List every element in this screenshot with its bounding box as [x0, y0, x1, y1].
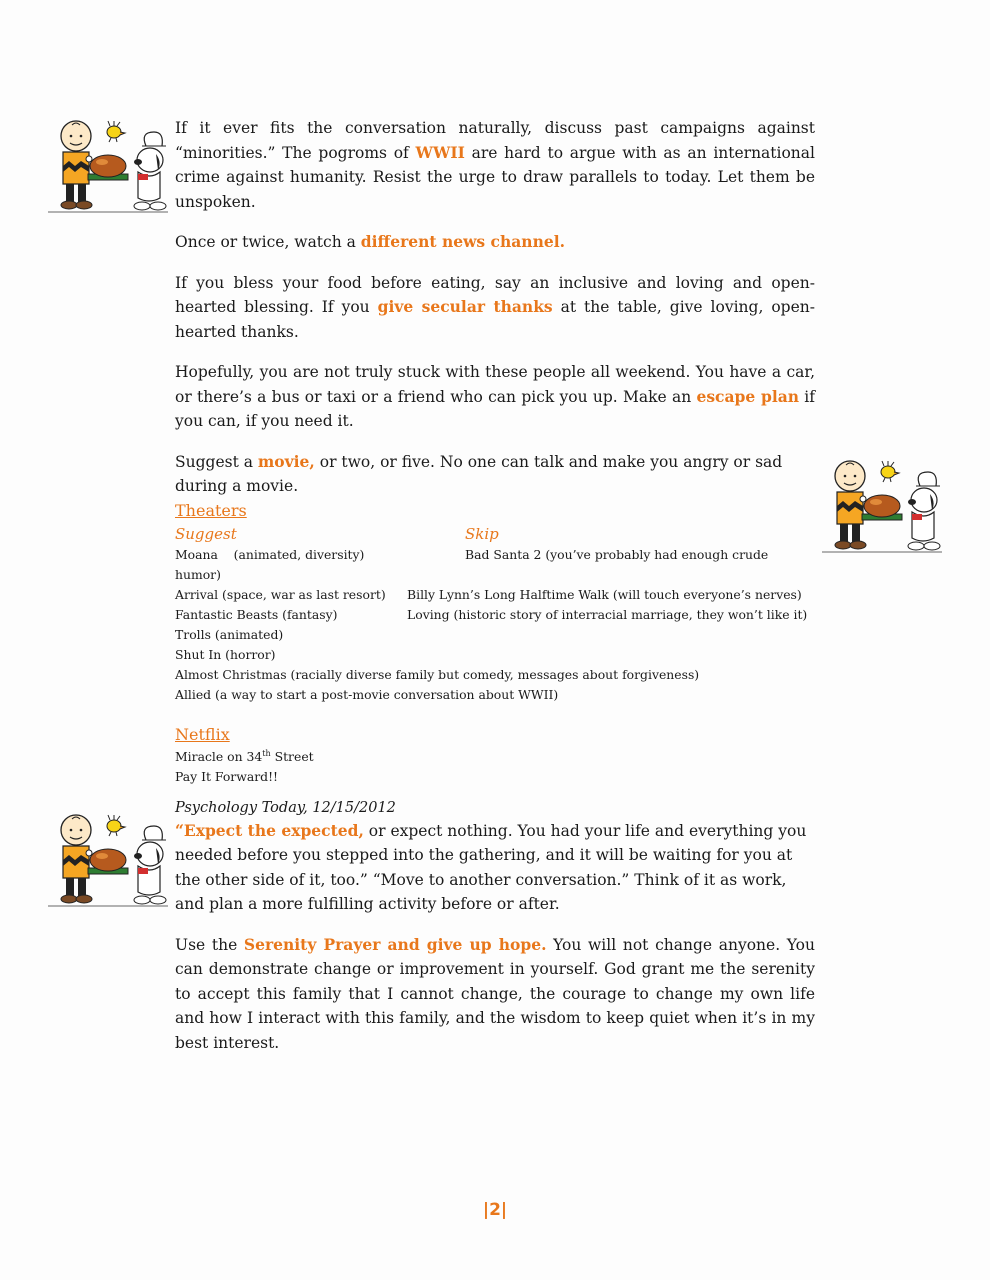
movie-row	[175, 585, 815, 605]
paragraph-expect-expected: “Expect the expected, or expect nothing. You had your life and everything you needed before you stepped into the gathering, and it will be waiting for you at the other side of it, too.” “Move to another conversation.” Think of it as work, and plan a more fulfilling activity before or after.	[175, 820, 807, 913]
netflix-item: Pay It Forward!!	[175, 768, 279, 784]
highlight-serenity-prayer: Serenity Prayer and give up hope.	[243, 934, 547, 954]
peanuts-thanksgiving-illustration	[820, 456, 944, 556]
movie-suggest-item: Moana (animated, diversity)	[175, 546, 365, 562]
movie-skip-item: Loving (historic story of interracial marriage, they won’t like it)	[407, 606, 808, 622]
movie-row	[175, 605, 815, 625]
highlight-news-channel: different news channel.	[360, 232, 565, 251]
page-number: |2|	[482, 1200, 508, 1220]
peanuts-thanksgiving-illustration	[46, 810, 170, 910]
netflix-item: Miracle on 34th Street	[175, 748, 314, 764]
movie-suggest-item: Arrival (space, war as last resort)	[175, 586, 386, 602]
movie-row	[175, 545, 815, 565]
movie-skip-item: Billy Lynn’s Long Halftime Walk (will touch everyone’s nerves)	[407, 586, 802, 602]
suggest-heading: Suggest	[175, 524, 237, 543]
paragraph-escape-plan: Hopefully, you are not truly stuck with these people all weekend. You have a car, or there’s a bus or taxi or a friend who can pick you up. Make an escape plan if you can, if you need it.	[175, 363, 816, 430]
netflix-link[interactable]: Netflix	[175, 724, 230, 744]
highlight-escape-plan: escape plan	[696, 386, 800, 406]
highlight-expect-expected: “Expect the expected,	[175, 820, 364, 840]
document-body	[175, 116, 815, 1071]
highlight-wwii: WWII	[415, 142, 465, 162]
highlight-secular-thanks: give secular thanks	[377, 297, 553, 316]
paragraph-movie: Suggest a movie, or two, or five. No one can talk and make you angry or sad during a movie.	[175, 451, 783, 495]
highlight-movie: movie,	[257, 451, 315, 471]
paragraph-serenity-prayer: Use the Serenity Prayer and give up hope. You will not change anyone. You can demonstrate change or improvement in yourself. God grant me the serenity to accept this family that I cannot change, the courage to change my own life and how I interact with this family, and the wisdom to keep quiet when it’s in my best interest.	[175, 934, 815, 1052]
peanuts-thanksgiving-illustration	[46, 116, 170, 216]
theaters-link[interactable]: Theaters	[175, 500, 247, 520]
movie-skip-item: Bad Santa 2 (you’ve probably had enough crude	[465, 546, 769, 562]
paragraph-news-channel: Once or twice, watch a different news channel.	[175, 232, 565, 251]
theaters-column-headers	[175, 523, 815, 545]
paragraph-blessing: If you bless your food before eating, say an inclusive and loving and open-hearted blessing. If you give secular thanks at the table, give loving, open-hearted thanks.	[175, 273, 815, 341]
movie-row-wrap: humor)	[175, 566, 221, 582]
skip-heading: Skip	[465, 524, 499, 543]
movie-suggest-item: Trolls (animated)	[175, 626, 284, 642]
movie-suggest-item: Shut In (horror)	[175, 646, 276, 662]
source-citation: Psychology Today, 12/15/2012	[175, 799, 396, 816]
movie-suggest-item: Allied (a way to start a post-movie conversation about WWII)	[175, 686, 559, 702]
movie-suggest-item: Fantastic Beasts (fantasy)	[175, 606, 338, 622]
paragraph-history: If it ever fits the conversation naturally, discuss past campaigns against “minorities.” The pogroms of WWII are hard to argue with as an international crime against humanity. Resist the urge to draw parallels to today. Let them be unspoken.	[175, 119, 815, 211]
movie-suggest-item: Almost Christmas (racially diverse family but comedy, messages about forgiveness)	[175, 666, 700, 682]
